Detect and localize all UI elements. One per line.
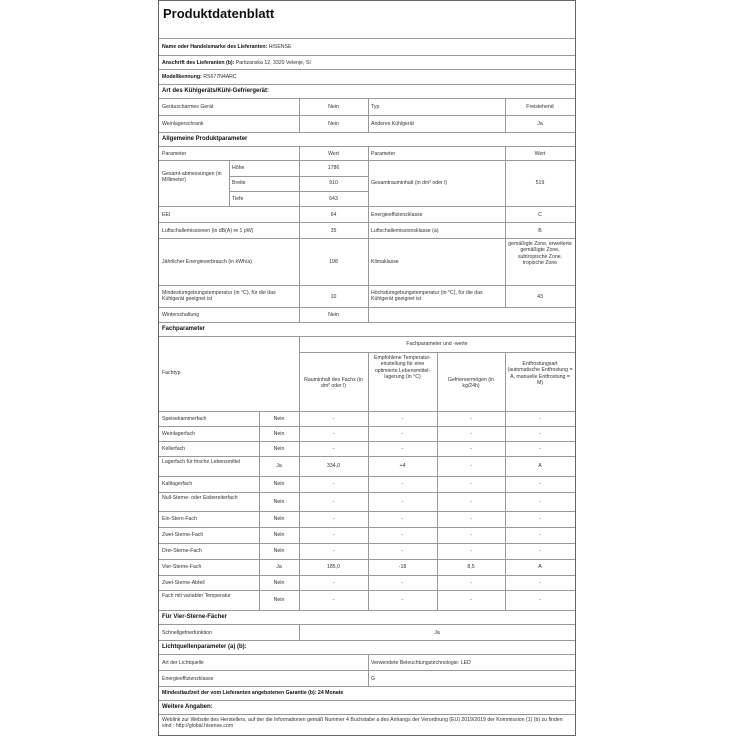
compartment-row <box>159 591 575 611</box>
compartment-row <box>159 442 575 457</box>
compartment-freeze: - <box>470 431 472 437</box>
compartment-present: Nein <box>273 446 285 452</box>
compartment-name: Weinlagerfach <box>162 431 196 437</box>
light-class-label: Energieeffizienzklasse <box>162 676 214 682</box>
climate-class-value: gemäßigte Zone, erweiterte gemäßigte Zone, subtropische Zone, tropische Zone <box>508 241 572 267</box>
fast-freeze-value: Ja <box>434 630 440 636</box>
design-value: Freistehend <box>526 104 554 110</box>
low-noise-label: Geräuscharmes Gerät <box>162 104 214 110</box>
compartment-name: Lagerfach für frische Lebensmittel <box>162 459 241 465</box>
compartment-defrost: - <box>539 597 541 603</box>
compartment-defrost: - <box>539 431 541 437</box>
max-temp-value: 43 <box>537 294 543 300</box>
winter-row <box>159 308 575 323</box>
compartment-volume: 334,0 <box>327 463 340 469</box>
ambient-temp-row <box>159 286 575 308</box>
compartments-group-header: Fachparameter und -werte <box>406 341 468 347</box>
col-param2-header: Parameter <box>371 151 396 157</box>
noise-value: 35 <box>330 228 337 234</box>
annual-energy-row <box>159 239 575 286</box>
compartment-temp: - <box>401 532 404 538</box>
compartment-present: Nein <box>273 580 285 586</box>
compartment-present: Nein <box>273 532 285 538</box>
compartment-volume: - <box>332 499 335 505</box>
compartment-row <box>159 477 575 493</box>
compartment-volume: - <box>332 446 335 452</box>
compartment-defrost: - <box>539 548 541 554</box>
compartments-header-row <box>159 337 575 412</box>
product-data-sheet <box>158 0 576 736</box>
compartment-temp: - <box>401 446 404 452</box>
dimensions-row <box>159 161 575 207</box>
type-heading-row <box>159 85 575 99</box>
col-defrost-header: Entfrostungsart (automatische Entfrostung = A, manuelle Entfrostung = M) <box>507 361 573 387</box>
compartment-name: Zwei-Sterne-Abteil <box>162 580 205 586</box>
compartment-present: Ja <box>276 564 282 570</box>
climate-class-label: Klimaklasse <box>371 259 399 265</box>
noise-class-label: Luftschallemissionsklasse (a) <box>371 228 439 234</box>
compartment-defrost: - <box>539 416 541 422</box>
four-star-heading-row <box>159 611 575 625</box>
compartment-temp: - <box>401 597 404 603</box>
compartment-present: Nein <box>273 481 285 487</box>
compartment-volume: - <box>332 431 335 437</box>
compartment-row <box>159 412 575 427</box>
fast-freeze-row <box>159 625 575 641</box>
compartment-row <box>159 544 575 560</box>
col-param-header: Parameter <box>162 151 187 157</box>
compartment-name: Ein-Stern-Fach <box>162 516 197 522</box>
annual-energy-value: 198 <box>329 259 338 265</box>
compartment-freeze: - <box>470 481 472 487</box>
compartment-type-header: Fachtyp <box>162 370 181 376</box>
page-title: Produktdatenblatt <box>163 6 275 21</box>
compartment-name: Zwei-Sterne-Fach <box>162 532 204 538</box>
compartment-freeze: - <box>470 597 472 603</box>
eei-value: 64 <box>330 212 337 218</box>
supplier-name-value: HISENSE <box>268 44 292 50</box>
compartment-present: Nein <box>273 597 285 603</box>
supplier-name-row <box>159 39 575 56</box>
eei-row <box>159 207 575 223</box>
light-heading-row <box>159 641 575 655</box>
supplier-name-label: Name oder Handelsmarke des Lieferanten: <box>162 44 268 50</box>
wine-label: Weinlagerschrank <box>162 121 204 127</box>
energy-class-label: Energieeffizienzklasse <box>371 212 423 218</box>
compartment-present: Ja <box>276 463 282 469</box>
general-col-header-row <box>159 147 575 161</box>
light-type-label: Art der Lichtquelle <box>162 660 204 666</box>
compartment-freeze: - <box>470 516 472 522</box>
compartment-temp: - <box>401 516 404 522</box>
min-temp-value: 10 <box>330 294 337 300</box>
winter-value: Nein <box>328 312 339 318</box>
warranty-text: Mindestlaufzeit der vom Lieferanten angebotenen Garantie (b): 24 Monate <box>162 690 344 696</box>
annual-energy-label: Jährlicher Energieverbrauch (in kWh/a) <box>162 259 252 265</box>
compartment-present: Nein <box>273 416 285 422</box>
more-info-row <box>159 715 575 735</box>
eei-label: EEI <box>162 212 171 218</box>
compartment-volume: - <box>332 481 335 487</box>
light-class-row <box>159 671 575 687</box>
col-freeze-header: Gefriervermögen (in kg/24h) <box>447 377 495 390</box>
more-info-text: Weblink zur Website des Herstellers, auf der die Informationen gemäß Nummer 4 Buchstabe a des Anhangs der Verordnung (EU) 2019/2019 der Kommission (1) (b) zu finden sind : http://global.hisense.com <box>162 717 563 730</box>
compartment-volume: - <box>332 597 335 603</box>
type-row-2 <box>159 116 575 133</box>
model-label: Modellkennung: <box>162 74 202 80</box>
fast-freeze-label: Schnellgefrierfunktion <box>162 630 212 636</box>
other-appliance-value: Ja <box>537 121 543 127</box>
compartment-freeze: - <box>470 580 472 586</box>
compartment-freeze: - <box>470 463 472 469</box>
compartment-present: Nein <box>273 499 285 505</box>
dimensions-label: Gesamt-abmessungen (in Millimeter) <box>162 171 222 184</box>
compartment-present: Nein <box>273 516 285 522</box>
compartments-heading-row <box>159 323 575 337</box>
compartment-defrost: - <box>539 446 541 452</box>
noise-row <box>159 223 575 239</box>
compartment-volume: - <box>332 532 335 538</box>
compartment-temp: -18 <box>398 564 407 570</box>
low-noise-value: Nein <box>328 104 339 110</box>
more-info-heading-row <box>159 701 575 715</box>
compartment-freeze: - <box>470 532 472 538</box>
winter-label: Winterschaltung <box>162 312 200 318</box>
min-temp-label: Mindestumgebungstemperatur (in °C), für die das Kühlgerät geeignet ist <box>162 290 276 303</box>
noise-label: Luftschallemissionen (in dB(A) re 1 pW) <box>162 228 254 234</box>
width-label: Breite <box>232 180 246 186</box>
compartment-name: Kaltlagerfach <box>162 481 193 487</box>
title-row <box>159 1 575 39</box>
other-appliance-label: Anderes Kühlgerät <box>371 121 414 127</box>
compartments-heading: Fachparameter <box>162 326 206 332</box>
compartment-row <box>159 576 575 591</box>
compartment-volume: - <box>332 416 335 422</box>
compartment-defrost: - <box>539 481 541 487</box>
volume-label: Gesamtrauminhalt (in dm³ oder l) <box>371 180 448 186</box>
model-value: RS677N4ARC <box>203 74 237 80</box>
general-heading-row <box>159 133 575 147</box>
supplier-address-row <box>159 56 575 70</box>
col-temp-header: Empfohlene Temperatur-einstellung für eine optimierte Lebensmittel-lagerung (in °C) <box>374 355 431 381</box>
height-value: 1786 <box>327 165 340 171</box>
general-heading: Allgemeine Produktparameter <box>162 136 248 142</box>
compartment-temp: - <box>401 416 404 422</box>
compartment-temp: - <box>401 499 404 505</box>
col-value-header: Wert <box>328 151 339 157</box>
compartment-name: Drei-Sterne-Fach <box>162 548 202 554</box>
compartment-defrost: - <box>539 532 541 538</box>
compartment-name: Fach mit variabler Temperatur <box>162 593 231 599</box>
compartment-freeze: - <box>470 416 472 422</box>
compartment-volume: - <box>332 548 335 554</box>
warranty-row <box>159 687 575 701</box>
design-label: Typ <box>371 104 380 110</box>
compartment-temp: - <box>401 431 404 437</box>
compartment-name: Kellerfach <box>162 446 186 452</box>
volume-value: 519 <box>535 180 545 186</box>
wine-value: Nein <box>328 121 339 127</box>
compartment-volume: - <box>332 516 335 522</box>
depth-value: 643 <box>329 196 338 202</box>
compartment-defrost: - <box>539 499 541 505</box>
max-temp-label: Höchstumgebungstemperatur (in °C), für die das Kühlgerät geeignet ist <box>371 290 483 303</box>
col-value2-header: Wert <box>534 151 546 157</box>
height-label: Höhe <box>232 165 245 171</box>
four-star-heading: Für Vier-Sterne-Fächer <box>162 614 227 620</box>
compartment-row <box>159 512 575 528</box>
more-info-heading: Weitere Angaben: <box>162 704 213 710</box>
compartment-name: Null-Sterne- oder Eisbereiterfach <box>162 495 238 501</box>
compartment-freeze: - <box>470 446 472 452</box>
compartment-temp: +4 <box>399 463 406 469</box>
light-heading: Lichtquellenparameter (a) (b): <box>162 644 247 650</box>
col-volume-header: Rauminhalt des Fachs (in dm³ oder l) <box>304 377 363 390</box>
compartment-row <box>159 427 575 442</box>
compartment-row <box>159 457 575 477</box>
compartment-row <box>159 560 575 576</box>
noise-class-value: B <box>538 228 542 234</box>
compartment-row <box>159 493 575 512</box>
light-type-row <box>159 655 575 671</box>
compartment-name: Vier-Sterne-Fach <box>162 564 202 570</box>
compartment-defrost: - <box>539 580 541 586</box>
width-value: 910 <box>329 180 338 186</box>
depth-label: Tiefe <box>232 196 244 202</box>
model-row <box>159 70 575 85</box>
compartment-present: Nein <box>273 431 285 437</box>
light-class-value: G <box>371 676 376 682</box>
type-heading: Art des Kühlgeräts/Kühl-Gefriergerät: <box>162 88 270 94</box>
compartment-temp: - <box>401 580 404 586</box>
compartment-freeze: - <box>470 548 472 554</box>
compartment-freeze: - <box>470 499 472 505</box>
compartment-present: Nein <box>273 548 285 554</box>
supplier-address-label: Anschrift des Lieferanten (b): <box>162 60 235 66</box>
compartment-row <box>159 528 575 544</box>
compartment-volume: 185,0 <box>327 564 340 570</box>
energy-class-value: C <box>538 212 542 218</box>
compartment-defrost: A <box>538 463 542 469</box>
compartment-name: Speisekammerfach <box>162 416 207 422</box>
compartment-volume: - <box>332 580 335 586</box>
supplier-address-value: Partizanska 12, 3320 Velenje, SI <box>235 60 311 66</box>
compartment-defrost: - <box>539 516 541 522</box>
compartment-temp: - <box>401 481 404 487</box>
compartment-temp: - <box>401 548 404 554</box>
compartment-freeze: 8,5 <box>467 564 475 570</box>
light-type-value: Verwendete Beleuchtungstechnologie: LED <box>371 660 471 666</box>
compartment-defrost: A <box>538 564 542 570</box>
type-row-1 <box>159 99 575 116</box>
